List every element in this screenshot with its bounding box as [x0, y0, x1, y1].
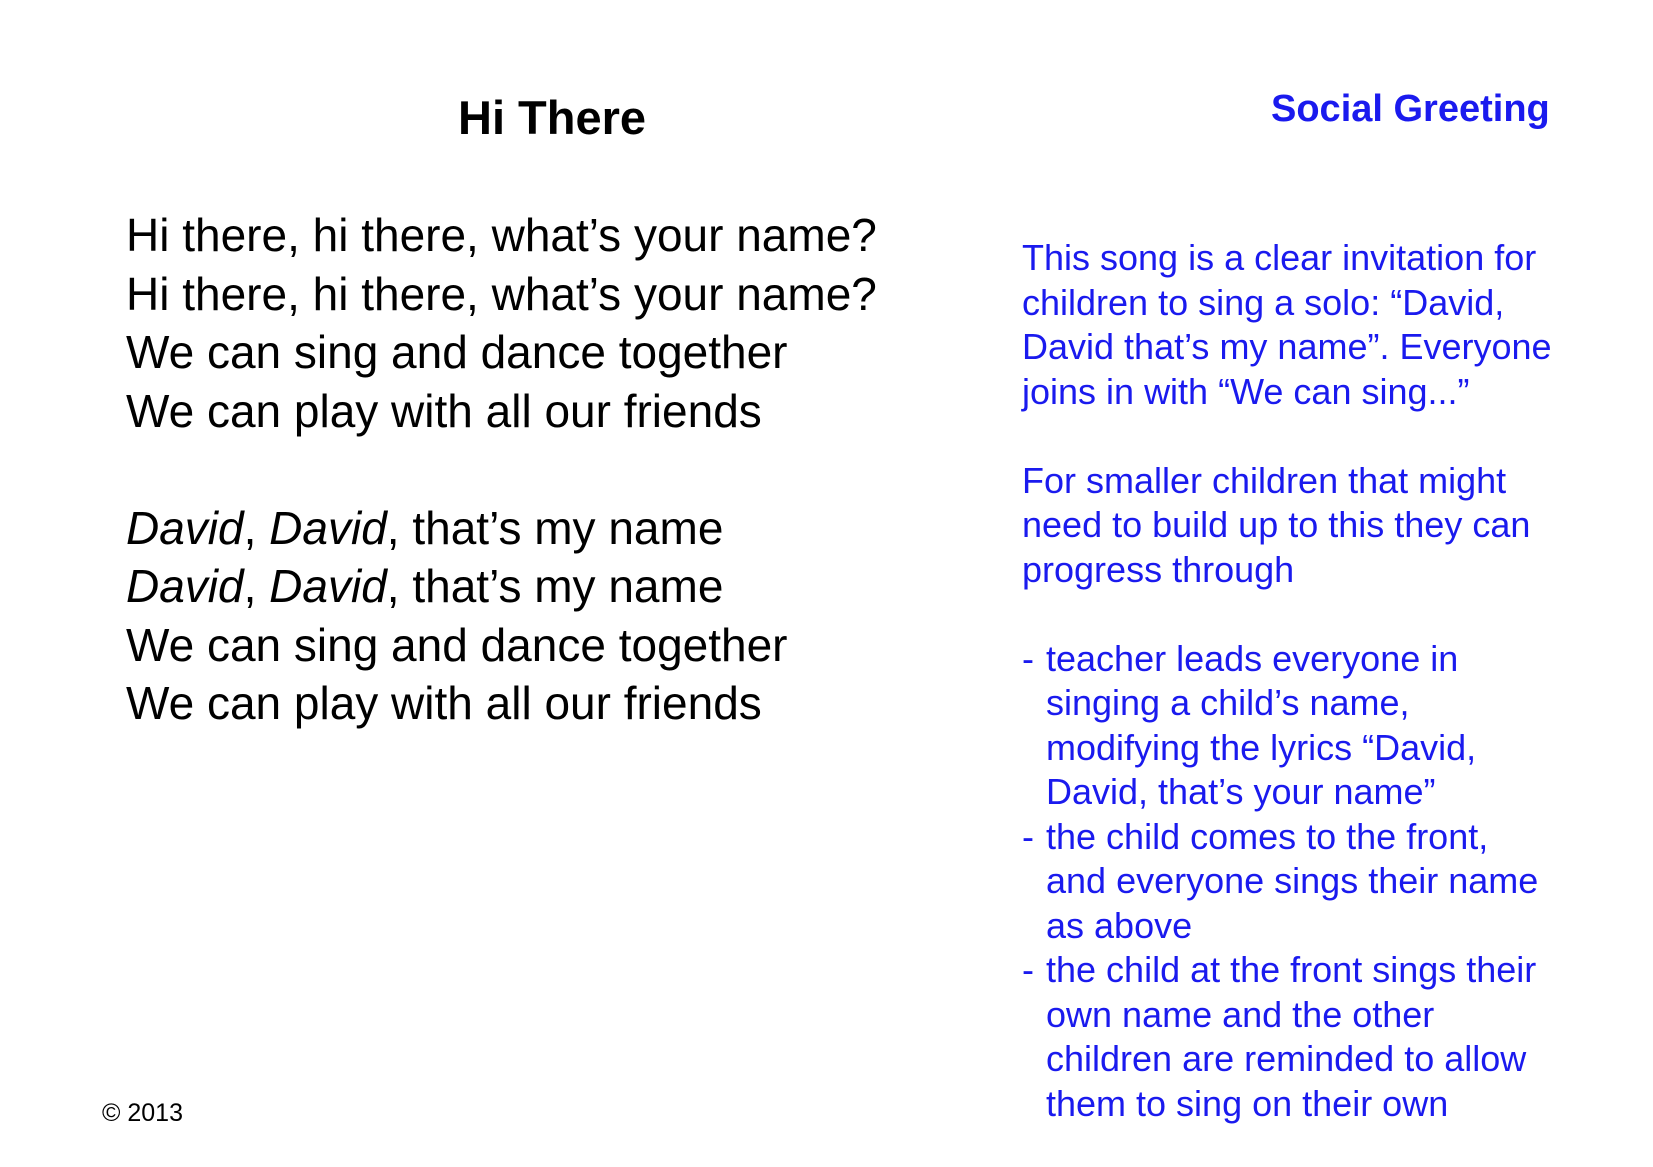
- step-line: David, that’s your name”: [1046, 771, 1436, 812]
- step-line: singing a child’s name,: [1046, 682, 1410, 723]
- step-line: as above: [1046, 904, 1193, 946]
- lyrics: [126, 206, 877, 733]
- step-line: modifying the lyrics “David,: [1046, 726, 1477, 768]
- progression-step: [1022, 637, 1632, 815]
- lyric-suffix: , that’s my name: [386, 560, 724, 612]
- teaching-notes: [1022, 236, 1632, 1126]
- step-line: the child comes to the front,: [1046, 815, 1489, 857]
- progression-step: [1022, 815, 1632, 949]
- child-name-placeholder: David: [126, 560, 244, 612]
- stanza-break: [126, 440, 877, 499]
- song-title: Hi There: [458, 91, 647, 144]
- note-line: need to build up to this they can: [1022, 504, 1531, 545]
- child-name-placeholder: David: [269, 501, 387, 554]
- verse-2: [126, 499, 877, 733]
- bullet-dash: -: [1022, 637, 1034, 679]
- lyric-line: Hi there, hi there, what’s your name?: [126, 209, 877, 261]
- note-line: David that’s my name”. Everyone: [1022, 326, 1552, 367]
- step-line: the child at the front sings their: [1046, 949, 1537, 990]
- step-line: and everyone sings their name: [1046, 860, 1539, 901]
- bullet-dash: -: [1022, 949, 1034, 990]
- note-line: progress through: [1022, 548, 1295, 590]
- category-heading: Social Greeting: [1271, 88, 1550, 130]
- lyric-line: Hi there, hi there, what’s your name?: [126, 267, 877, 320]
- note-line: children to sing a solo: “David,: [1022, 281, 1505, 323]
- paragraph-break: [1022, 592, 1632, 637]
- progression-steps: [1022, 637, 1632, 1127]
- lyric-line: We can play with all our friends: [126, 384, 762, 437]
- notes-progression: [1022, 459, 1632, 593]
- lyric-line: [126, 557, 877, 616]
- step-line: teacher leads everyone in: [1046, 637, 1459, 679]
- progression-step: [1022, 948, 1632, 1126]
- step-line: children are reminded to allow: [1046, 1038, 1527, 1079]
- copyright-notice: © 2013: [102, 1099, 183, 1127]
- notes-intro: [1022, 236, 1632, 414]
- note-line: This song is a clear invitation for: [1022, 237, 1537, 278]
- lyric-separator: ,: [243, 560, 270, 612]
- lyric-separator: ,: [243, 501, 270, 554]
- note-line: For smaller children that might: [1022, 459, 1507, 501]
- note-line: joins in with “We can sing...”: [1022, 370, 1470, 412]
- child-name-placeholder: David: [269, 560, 387, 612]
- step-line: them to sing on their own: [1046, 1082, 1449, 1124]
- lyric-suffix: , that’s my name: [386, 501, 724, 554]
- bullet-dash: -: [1022, 815, 1034, 857]
- child-name-placeholder: David: [126, 501, 244, 554]
- lyric-line: We can play with all our friends: [126, 677, 762, 729]
- lyric-line: We can sing and dance together: [126, 618, 788, 671]
- lyric-line: We can sing and dance together: [126, 326, 788, 378]
- lyric-line: [126, 499, 877, 558]
- step-line: own name and the other: [1046, 993, 1435, 1035]
- verse-1: [126, 206, 877, 440]
- paragraph-break: [1022, 414, 1632, 459]
